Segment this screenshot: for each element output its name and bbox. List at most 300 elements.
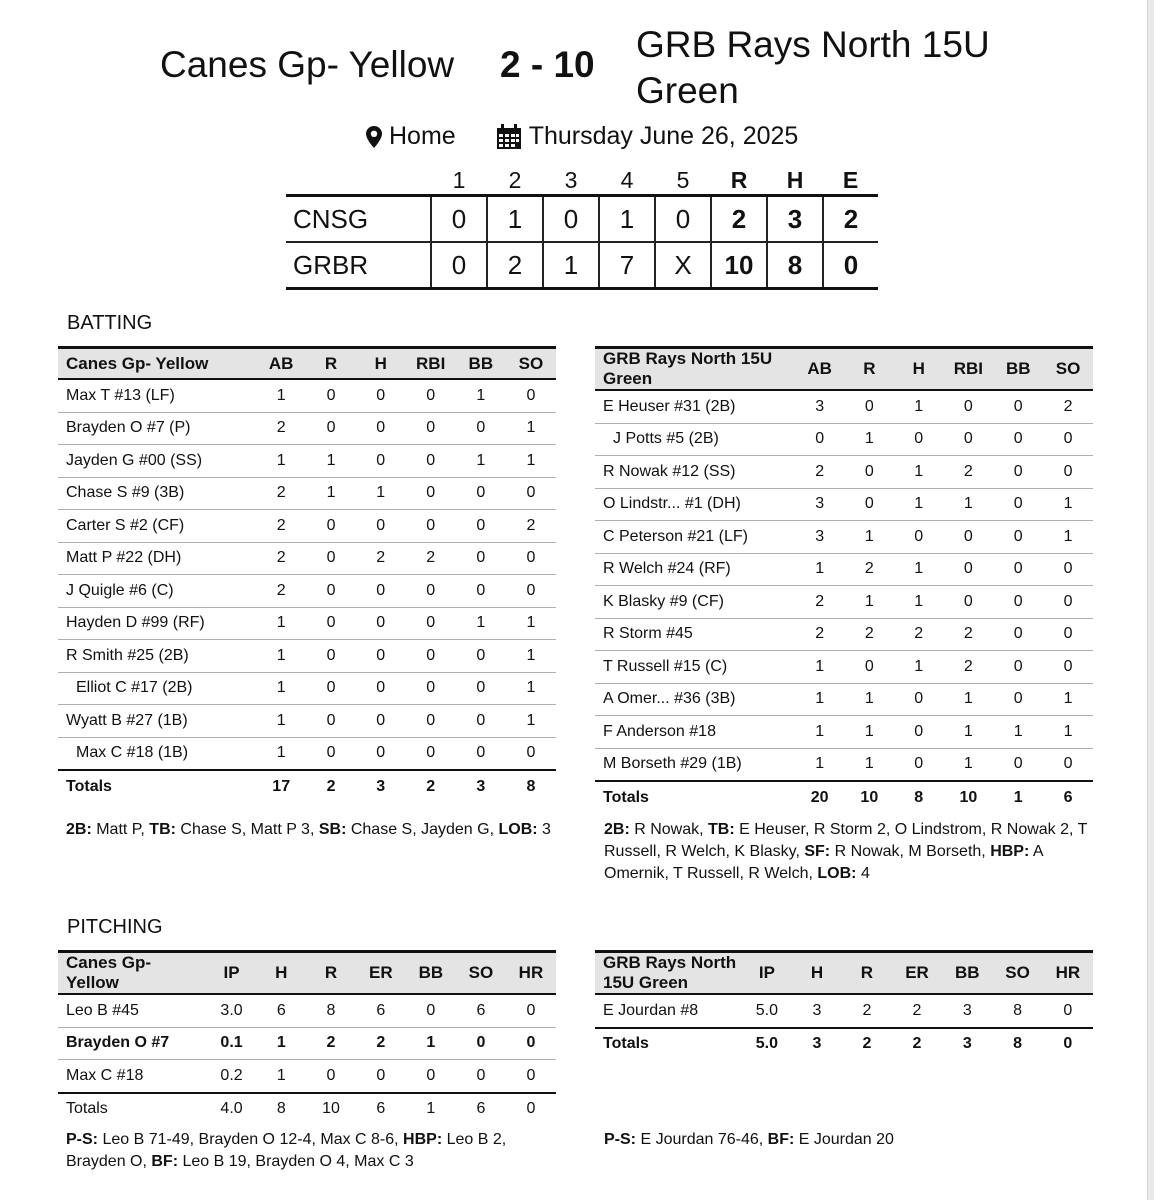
stat-cell: 3.0 xyxy=(207,994,257,1027)
player-name: K Blasky #9 (CF) xyxy=(595,586,795,619)
note-label: SB: xyxy=(318,821,347,838)
stat-cell: 0 xyxy=(306,542,356,575)
stat-cell: 1 xyxy=(1043,488,1093,521)
note-label: 2B: xyxy=(66,821,92,838)
stat-cell: 1 xyxy=(256,705,306,738)
player-row xyxy=(595,994,1093,1028)
away-batting-table xyxy=(58,346,556,802)
stat-cell: 0 xyxy=(356,607,406,640)
stat-cell: 0 xyxy=(356,445,406,478)
note-label: SF: xyxy=(804,843,831,860)
stat-column-header: IP xyxy=(742,952,792,995)
note-text: R Nowak, xyxy=(629,821,709,838)
note-text: Leo B 71-49, Brayden O 12-4, Max C 8-6, xyxy=(98,1131,404,1148)
note-text: E Jourdan 20 xyxy=(794,1131,894,1148)
stat-cell: 1 xyxy=(506,705,556,738)
totals-cell: 6 xyxy=(1043,781,1093,813)
stat-column-header: SO xyxy=(992,952,1042,995)
stat-cell: 1 xyxy=(894,651,943,684)
stat-cell: 6 xyxy=(356,994,406,1027)
hits-total: 8 xyxy=(767,242,823,289)
stat-cell: 1 xyxy=(795,683,845,716)
player-row xyxy=(595,586,1093,619)
inning-header: 4 xyxy=(620,166,634,193)
stat-cell: 1 xyxy=(894,488,943,521)
stat-cell: 0 xyxy=(943,423,993,456)
stat-cell: 3 xyxy=(795,390,845,423)
player-row xyxy=(58,510,556,543)
totals-label: Totals xyxy=(58,770,256,802)
note-text: R Nowak, M Borseth, xyxy=(830,843,991,860)
player-row xyxy=(58,445,556,478)
stat-cell: 1 xyxy=(1043,683,1093,716)
stat-cell: 2 xyxy=(845,618,895,651)
player-name: Jayden G #00 (SS) xyxy=(58,445,256,478)
player-row xyxy=(595,748,1093,781)
map-pin-icon xyxy=(366,126,382,148)
stat-cell: 0 xyxy=(845,488,895,521)
stat-cell: 1 xyxy=(845,748,895,781)
stat-cell: 0 xyxy=(406,575,456,608)
player-name: E Jourdan #8 xyxy=(595,994,742,1028)
stat-column-header: SO xyxy=(456,952,506,995)
stat-column-header: HR xyxy=(506,952,556,995)
stat-cell: 0 xyxy=(356,1060,406,1093)
stat-cell: 0 xyxy=(943,390,993,423)
stat-cell: 0 xyxy=(406,1060,456,1093)
stat-cell: 1 xyxy=(356,477,406,510)
player-name: Elliot C #17 (2B) xyxy=(58,672,256,705)
stat-cell: 0 xyxy=(306,575,356,608)
home-batting-table xyxy=(595,346,1093,813)
stat-cell: 0 xyxy=(506,542,556,575)
stat-cell: 0 xyxy=(306,737,356,770)
stat-cell: 1 xyxy=(795,553,845,586)
stat-cell: 1 xyxy=(845,683,895,716)
stat-cell: 0 xyxy=(406,640,456,673)
pitching-section-title: PITCHING xyxy=(67,916,163,938)
note-label: LOB: xyxy=(498,821,538,838)
stat-cell: 0 xyxy=(406,477,456,510)
stat-cell: 0 xyxy=(1043,456,1093,489)
stat-cell: 0 xyxy=(993,748,1043,781)
player-name: Hayden D #99 (RF) xyxy=(58,607,256,640)
stat-cell: 1 xyxy=(894,456,943,489)
stat-cell: 0 xyxy=(993,488,1043,521)
player-name: R Nowak #12 (SS) xyxy=(595,456,795,489)
stat-cell: 0 xyxy=(506,994,556,1027)
totals-cell: 1 xyxy=(406,1093,456,1125)
note-label: 2B: xyxy=(604,821,630,838)
stat-cell: 1 xyxy=(456,445,506,478)
stat-cell: 1 xyxy=(845,716,895,749)
totals-label: Totals xyxy=(595,781,795,813)
stat-cell: 2 xyxy=(256,510,306,543)
stat-cell: 1 xyxy=(943,683,993,716)
stat-cell: 1 xyxy=(993,716,1043,749)
stat-cell: 0 xyxy=(894,423,943,456)
player-row xyxy=(595,683,1093,716)
player-name: O Lindstr... #1 (DH) xyxy=(595,488,795,521)
home-pitching-table xyxy=(595,950,1093,1060)
stat-cell: 0 xyxy=(506,737,556,770)
player-row xyxy=(58,379,556,412)
inning-score: 1 xyxy=(599,196,655,243)
stat-cell: 0 xyxy=(456,672,506,705)
stat-cell: 0 xyxy=(456,412,506,445)
stat-column-header: IP xyxy=(207,952,257,995)
stat-column-header: AB xyxy=(795,348,845,391)
stat-cell: 0 xyxy=(894,683,943,716)
note-text: Leo B 2, Brayden O, xyxy=(66,1131,507,1170)
note-text: Chase S, Jayden G, xyxy=(346,821,499,838)
errors-total: 2 xyxy=(823,196,878,243)
stat-cell: 3 xyxy=(795,488,845,521)
stat-column-header: RBI xyxy=(943,348,993,391)
player-name: Carter S #2 (CF) xyxy=(58,510,256,543)
stat-cell: 0 xyxy=(894,716,943,749)
stat-cell: 0 xyxy=(456,542,506,575)
note-text: 4 xyxy=(856,865,870,882)
stat-cell: 8 xyxy=(306,994,356,1027)
player-row xyxy=(58,607,556,640)
stat-cell: 1 xyxy=(306,445,356,478)
player-row xyxy=(595,651,1093,684)
note-text: Matt P, xyxy=(91,821,150,838)
note-label: LOB: xyxy=(817,865,857,882)
totals-cell: 10 xyxy=(943,781,993,813)
player-name: Max C #18 (1B) xyxy=(58,737,256,770)
note-text: 3 xyxy=(537,821,551,838)
player-name: R Smith #25 (2B) xyxy=(58,640,256,673)
stat-cell: 1 xyxy=(256,672,306,705)
stat-column-header: H xyxy=(257,952,307,995)
stat-cell: 0 xyxy=(993,651,1043,684)
player-name: R Welch #24 (RF) xyxy=(595,553,795,586)
location-info xyxy=(366,122,456,151)
inning-score: 2 xyxy=(487,242,543,289)
stat-cell: 0 xyxy=(993,618,1043,651)
stat-cell: 8 xyxy=(992,994,1042,1028)
stat-cell: 3 xyxy=(792,994,842,1028)
player-row xyxy=(58,1060,556,1093)
player-name: T Russell #15 (C) xyxy=(595,651,795,684)
player-name: M Borseth #29 (1B) xyxy=(595,748,795,781)
note-label: P-S: xyxy=(66,1131,98,1148)
stat-column-header: AB xyxy=(256,348,306,380)
stat-cell: 0 xyxy=(306,1060,356,1093)
note-text: E Heuser, R Storm 2, O Lindstrom, R Nowak 2, T Russell, R Welch, K Blasky, xyxy=(604,821,1088,860)
stat-cell: 1 xyxy=(845,521,895,554)
totals-cell: 3 xyxy=(792,1028,842,1060)
stat-cell: 0 xyxy=(406,445,456,478)
date-info xyxy=(496,122,799,151)
date-label: Thursday June 26, 2025 xyxy=(528,122,799,150)
inning-header: 3 xyxy=(564,166,578,193)
stat-cell: 1 xyxy=(506,672,556,705)
stat-cell: 1 xyxy=(456,607,506,640)
stat-column-header: R xyxy=(306,952,356,995)
stat-cell: 0 xyxy=(1043,553,1093,586)
stat-column-header: R xyxy=(845,348,895,391)
totals-cell: 6 xyxy=(456,1093,506,1125)
stat-cell: 1 xyxy=(894,553,943,586)
player-row xyxy=(595,488,1093,521)
errors-total: 0 xyxy=(823,242,878,289)
stat-column-header: SO xyxy=(1043,348,1093,391)
player-row xyxy=(58,737,556,770)
stat-cell: 0 xyxy=(306,672,356,705)
stat-cell: 0 xyxy=(356,672,406,705)
inning-header: 1 xyxy=(452,166,466,193)
stat-cell: 1 xyxy=(257,1027,307,1060)
stat-cell: 2 xyxy=(256,477,306,510)
stat-column-header: ER xyxy=(356,952,406,995)
player-name: J Potts #5 (2B) xyxy=(595,423,795,456)
stat-cell: 1 xyxy=(894,390,943,423)
stat-cell: 0 xyxy=(993,586,1043,619)
stat-cell: 1 xyxy=(943,716,993,749)
stat-cell: 1 xyxy=(506,640,556,673)
stat-cell: 0 xyxy=(406,705,456,738)
stat-cell: 2 xyxy=(842,994,892,1028)
stat-cell: 0 xyxy=(356,575,406,608)
note-label: BF: xyxy=(767,1131,795,1148)
totals-cell: 5.0 xyxy=(742,1028,792,1060)
away-batting-notes xyxy=(66,819,556,841)
totals-cell: 3 xyxy=(356,770,406,802)
stat-cell: 1 xyxy=(257,1060,307,1093)
player-row xyxy=(595,390,1093,423)
totals-label: Totals xyxy=(595,1028,742,1060)
team-column-header: GRB Rays North 15U Green xyxy=(595,952,742,995)
stat-cell: 0 xyxy=(943,521,993,554)
hits-total: 3 xyxy=(767,196,823,243)
stat-cell: 3 xyxy=(942,994,992,1028)
stat-cell: 0 xyxy=(306,607,356,640)
stat-cell: 0 xyxy=(456,1027,506,1060)
note-label: HBP: xyxy=(403,1131,443,1148)
stat-cell: 0 xyxy=(993,521,1043,554)
home-pitching-notes xyxy=(604,1129,1094,1151)
player-row xyxy=(58,672,556,705)
stat-cell: 0 xyxy=(993,683,1043,716)
player-row xyxy=(595,456,1093,489)
stat-cell: 0 xyxy=(1043,748,1093,781)
stat-cell: 2 xyxy=(356,1027,406,1060)
stat-column-header: RBI xyxy=(406,348,456,380)
stat-cell: 2 xyxy=(306,1027,356,1060)
totals-cell: 10 xyxy=(306,1093,356,1125)
stat-cell: 0 xyxy=(406,412,456,445)
inning-header: 2 xyxy=(508,166,522,193)
player-row xyxy=(58,542,556,575)
stat-cell: 0 xyxy=(456,477,506,510)
stat-cell: 0 xyxy=(943,553,993,586)
stat-cell: 1 xyxy=(795,716,845,749)
stat-cell: 2 xyxy=(845,553,895,586)
totals-row xyxy=(58,770,556,802)
stat-cell: 0 xyxy=(356,510,406,543)
totals-cell: 1 xyxy=(993,781,1043,813)
errors-header: E xyxy=(842,166,859,193)
stat-cell: 2 xyxy=(892,994,942,1028)
home-team-name: GRB Rays North 15U Green xyxy=(636,24,990,111)
final-score: 2 - 10 xyxy=(500,44,595,85)
stat-cell: 0 xyxy=(406,672,456,705)
inning-score: 0 xyxy=(655,196,711,243)
stat-cell: 1 xyxy=(506,412,556,445)
stat-cell: 1 xyxy=(306,477,356,510)
stat-column-header: BB xyxy=(942,952,992,995)
stat-cell: 3 xyxy=(795,521,845,554)
totals-cell: 8 xyxy=(992,1028,1042,1060)
team-column-header: Canes Gp- Yellow xyxy=(58,348,256,380)
stat-cell: 2 xyxy=(795,586,845,619)
stat-cell: 2 xyxy=(256,542,306,575)
inning-score: X xyxy=(655,242,711,289)
note-label: TB: xyxy=(708,821,735,838)
stat-cell: 2 xyxy=(506,510,556,543)
player-row xyxy=(595,553,1093,586)
note-label: TB: xyxy=(149,821,176,838)
totals-cell: 3 xyxy=(456,770,506,802)
player-row xyxy=(58,705,556,738)
stat-cell: 0 xyxy=(506,1060,556,1093)
stat-cell: 0 xyxy=(506,575,556,608)
stat-cell: 5.0 xyxy=(742,994,792,1028)
note-text: E Jourdan 76-46, xyxy=(636,1131,768,1148)
runs-header: R xyxy=(730,166,748,193)
stat-cell: 0 xyxy=(506,379,556,412)
stat-column-header: H xyxy=(356,348,406,380)
player-name: Max C #18 xyxy=(58,1060,207,1093)
stat-cell: 0 xyxy=(894,748,943,781)
stat-cell: 0 xyxy=(406,510,456,543)
stat-column-header: ER xyxy=(892,952,942,995)
player-name: F Anderson #18 xyxy=(595,716,795,749)
note-text: Leo B 19, Brayden O 4, Max C 3 xyxy=(178,1153,414,1170)
stat-column-header: BB xyxy=(456,348,506,380)
stat-cell: 0 xyxy=(943,586,993,619)
player-name: Brayden O #7 xyxy=(58,1027,207,1060)
player-name: A Omer... #36 (3B) xyxy=(595,683,795,716)
totals-cell: 8 xyxy=(506,770,556,802)
stat-cell: 2 xyxy=(795,618,845,651)
totals-cell: 17 xyxy=(256,770,306,802)
inning-header: 5 xyxy=(676,166,690,193)
player-row xyxy=(58,477,556,510)
stat-cell: 1 xyxy=(406,1027,456,1060)
stat-cell: 0 xyxy=(993,423,1043,456)
stat-cell: 1 xyxy=(506,607,556,640)
totals-cell: 10 xyxy=(845,781,895,813)
player-name: Wyatt B #27 (1B) xyxy=(58,705,256,738)
totals-row xyxy=(595,781,1093,813)
player-name: Max T #13 (LF) xyxy=(58,379,256,412)
player-row xyxy=(595,716,1093,749)
player-row xyxy=(595,618,1093,651)
stat-cell: 2 xyxy=(943,651,993,684)
linescore-table xyxy=(286,166,878,290)
inning-score: 7 xyxy=(599,242,655,289)
player-name: E Heuser #31 (2B) xyxy=(595,390,795,423)
stat-cell: 0 xyxy=(356,640,406,673)
stat-cell: 0 xyxy=(845,456,895,489)
stat-column-header: SO xyxy=(506,348,556,380)
totals-cell: 0 xyxy=(506,1093,556,1125)
stat-cell: 1 xyxy=(256,379,306,412)
stat-cell: 1 xyxy=(795,748,845,781)
location-label: Home xyxy=(389,122,456,150)
team-abbr: GRBR xyxy=(293,249,369,280)
player-name: R Storm #45 xyxy=(595,618,795,651)
stat-cell: 0 xyxy=(845,390,895,423)
stat-cell: 1 xyxy=(256,607,306,640)
stat-cell: 2 xyxy=(943,456,993,489)
stat-cell: 0 xyxy=(456,1060,506,1093)
stat-cell: 0 xyxy=(894,521,943,554)
note-text: A Omernik, T Russell, R Welch, xyxy=(604,843,1043,882)
stat-cell: 0 xyxy=(456,640,506,673)
stat-cell: 1 xyxy=(256,445,306,478)
team-column-header: Canes Gp- Yellow xyxy=(58,952,207,995)
stat-cell: 6 xyxy=(456,994,506,1027)
stat-cell: 2 xyxy=(256,575,306,608)
player-row xyxy=(58,412,556,445)
stat-cell: 1 xyxy=(894,586,943,619)
stat-cell: 1 xyxy=(1043,716,1093,749)
inning-score: 0 xyxy=(431,196,487,243)
totals-row xyxy=(595,1028,1093,1060)
inning-score: 1 xyxy=(487,196,543,243)
linescore-row-away xyxy=(286,196,878,243)
stat-cell: 0 xyxy=(356,412,406,445)
stat-cell: 0.1 xyxy=(207,1027,257,1060)
away-team-name: Canes Gp- Yellow xyxy=(160,44,455,85)
player-row xyxy=(58,1027,556,1060)
stat-cell: 0 xyxy=(993,553,1043,586)
window-scrollbar[interactable] xyxy=(1147,0,1154,1200)
stat-cell: 0 xyxy=(1043,651,1093,684)
player-name: J Quigle #6 (C) xyxy=(58,575,256,608)
player-row xyxy=(595,521,1093,554)
stat-cell: 2 xyxy=(943,618,993,651)
stat-column-header: R xyxy=(306,348,356,380)
totals-row xyxy=(58,1093,556,1125)
totals-cell: 8 xyxy=(894,781,943,813)
totals-cell: 3 xyxy=(942,1028,992,1060)
stat-cell: 0 xyxy=(356,705,406,738)
stat-cell: 0 xyxy=(406,607,456,640)
stat-cell: 0 xyxy=(406,737,456,770)
stat-cell: 0 xyxy=(456,575,506,608)
stat-cell: 2 xyxy=(356,542,406,575)
note-label: P-S: xyxy=(604,1131,636,1148)
team-column-header: GRB Rays North 15U Green xyxy=(595,348,795,391)
stat-column-header: H xyxy=(894,348,943,391)
stat-cell: 0 xyxy=(306,705,356,738)
stat-cell: 0 xyxy=(306,510,356,543)
stat-cell: 0 xyxy=(845,651,895,684)
totals-cell: 2 xyxy=(842,1028,892,1060)
stat-cell: 1 xyxy=(845,423,895,456)
stat-cell: 0 xyxy=(306,379,356,412)
player-name: Matt P #22 (DH) xyxy=(58,542,256,575)
stat-cell: 0.2 xyxy=(207,1060,257,1093)
player-row xyxy=(58,640,556,673)
home-batting-notes xyxy=(604,819,1094,885)
